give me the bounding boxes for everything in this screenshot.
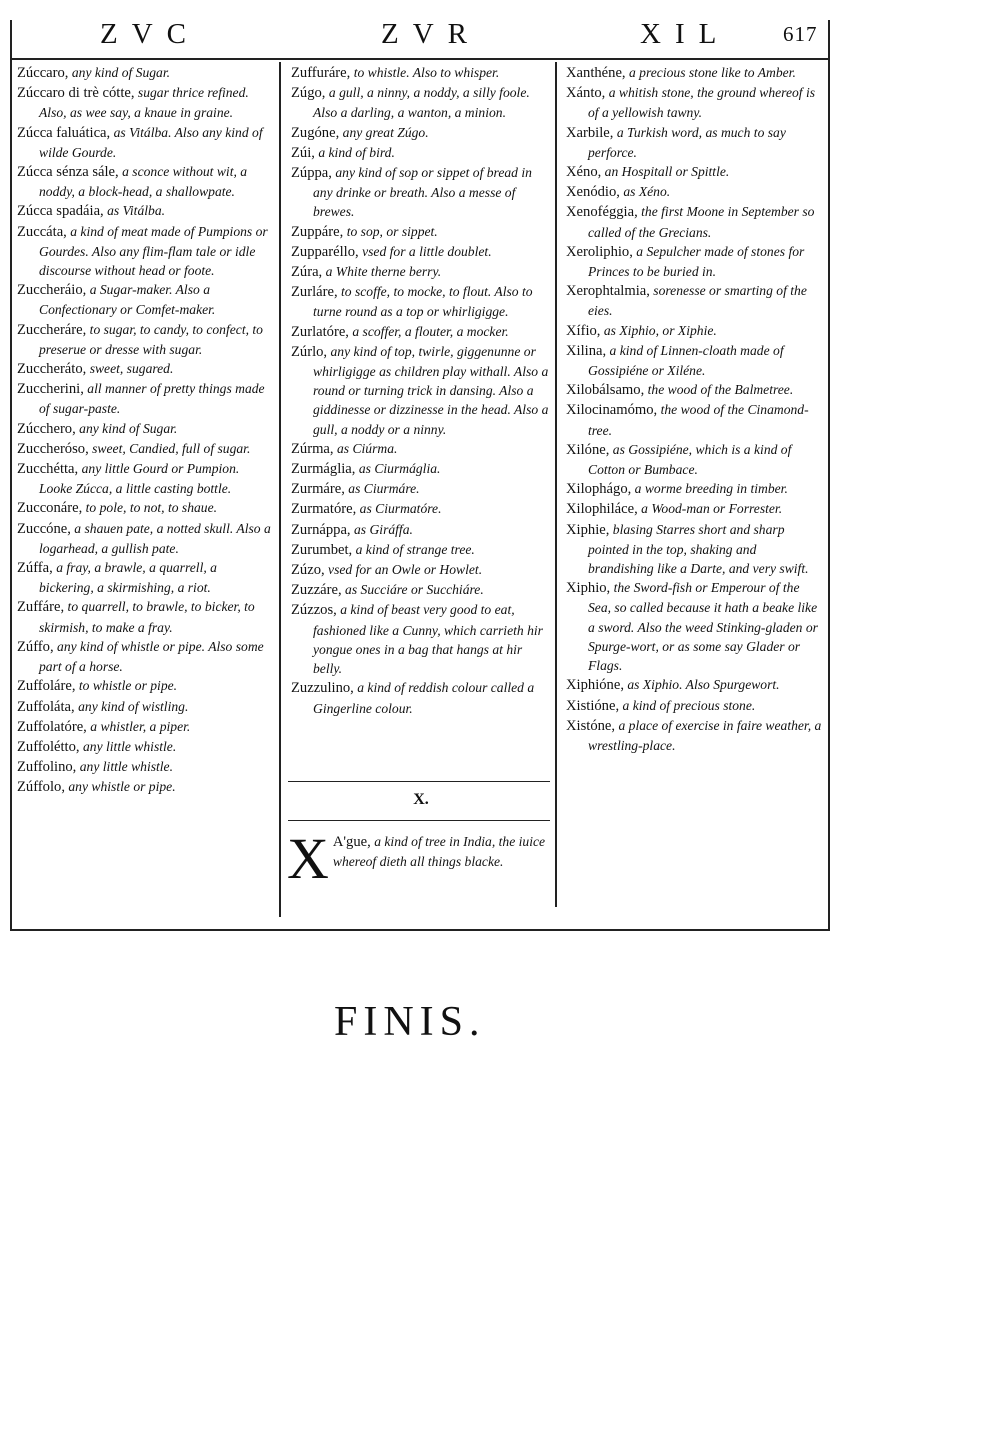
dictionary-entry [17,439,275,459]
dictionary-entry [566,321,824,341]
entry-headword: Xéno, [566,164,602,181]
entry-definition: as Giráffa. [353,521,413,537]
column-zvc [17,63,275,798]
drop-cap: X [287,826,329,891]
entry-definition: sugar thrice refined. Also, as wee say, a knaue in graine. [39,85,249,121]
dictionary-entry [17,757,275,777]
finis: FINIS. [334,999,486,1045]
entry-headword: Xilocinamómo, [566,402,658,419]
entry-headword: Zurlatóre, [291,323,349,340]
entry-headword: Zúcca spadáia, [17,203,104,220]
dictionary-entry [291,520,551,540]
dictionary-entry [17,123,275,162]
entry-headword: Zuffoláre, [17,678,76,695]
dictionary-entry [566,400,824,439]
entry-headword: Xilóne, [566,441,610,458]
dictionary-entry [291,123,551,143]
entry-definition: any kind of top, twirle, giggenunne or whirligigge as children play withall. Also a round or turning trick in dansing. Also a giddinesse or dizzinesse in the head. Also a gull, a noddy or a ninny. [313,343,549,437]
dictionary-entry [17,637,275,676]
entry-definition: the Sword-fish or Emperour of the Sea, so called because it hath a beake like a sword. Also the weed Stinking-gladen or Spurge-wort, or as some say Glader or Flags. [588,580,818,674]
entry-definition: any kind of Sugar. [79,420,178,436]
dictionary-entry [291,560,551,580]
entry-definition: vsed for an Owle or Howlet. [328,562,483,578]
entry-definition: a Wood-man or Forrester. [641,501,783,517]
entry-headword: Zúccaro, [17,65,69,81]
dictionary-entry [291,282,551,321]
entry-definition: a kind of Linnen-cloath made of Gossipiéne or Xiléne. [588,342,784,379]
entry-definition: a Sugar-maker. Also a Confectionary or Comfet-maker. [39,282,216,318]
entry-definition: to sugar, to candy, to confect, to preserue or dresse with sugar. [39,321,263,357]
entry-definition: a whistler, a piper. [90,718,191,734]
entry-headword: Zuccóne, [17,520,71,537]
entry-definition: an Hospitall or Spittle. [604,164,730,180]
column-xil [566,63,824,755]
entry-definition: as Ciúrma. [336,440,398,456]
dictionary-entry [291,342,551,439]
entry-headword: Xánto, [566,85,606,102]
outer-rule-right [828,20,830,930]
entry-headword: Zugóne, [291,124,340,141]
dictionary-entry [17,519,275,558]
x-entry-definition: a kind of tree in India, the iuice whereof dieth all things blacke. [332,834,546,870]
entry-definition: a White therne berry. [325,264,442,280]
entry-headword: Xerophtalmia, [566,283,650,300]
x-entry [287,826,549,891]
entry-definition: to sop, or sippet. [346,223,438,239]
dictionary-entry [17,201,275,221]
entry-headword: Zuccherini, [17,381,84,398]
entry-headword: Zuccheróso, [17,440,89,457]
dictionary-entry [566,440,824,479]
column-rule-2 [555,62,557,907]
dictionary-entry [17,737,275,757]
dictionary-entry [17,777,275,797]
entry-definition: a kind of reddish colour called a Gingerline colour. [313,680,535,716]
dictionary-entry [17,717,275,737]
entry-headword: Xiphio, [566,580,611,597]
dictionary-entry [17,676,275,696]
entry-headword: Zuccheráio, [17,282,87,299]
entry-headword: Zucconáre, [17,500,83,517]
entry-headword: Zurmáglia, [291,461,356,478]
entry-definition: to whistle or pipe. [78,678,178,694]
dictionary-entry [566,696,824,716]
dictionary-entry [291,222,551,242]
entry-definition: a shauen pate, a notted skull. Also a logarhead, a gullish pate. [39,520,271,556]
entry-definition: sweet, sugared. [89,361,174,377]
entry-definition: a scoffer, a flouter, a mocker. [352,323,509,339]
entry-definition: a gull, a ninny, a noddy, a silly foole. Also a darling, a wanton, a minion. [313,85,530,121]
entry-headword: Zurumbet, [291,541,353,558]
entry-definition: to pole, to not, to shaue. [85,500,218,516]
entry-definition: the wood of the Cinamond-tree. [588,402,809,438]
dictionary-entry [566,341,824,380]
dictionary-entry [17,63,275,83]
entry-headword: Xenódio, [566,184,620,201]
entry-definition: to scoffe, to mocke, to flout. Also to turne round as a top or whirligigge. [313,284,533,320]
dictionary-entry [566,578,824,675]
dictionary-entry [17,498,275,518]
entry-definition: vsed for a little doublet. [362,243,492,259]
entry-headword: Zúcchero, [17,420,76,437]
dictionary-entry [566,380,824,400]
entry-definition: a precious stone like to Amber. [628,65,796,80]
entry-headword: Zuzzáre, [291,582,342,599]
dictionary-entry [291,459,551,479]
entry-definition: a kind of beast very good to eat, fashioned like a Cunny, which carrieth hir yongue ones in a bag that hangs at hir belly. [313,602,543,677]
entry-headword: Xilobálsamo, [566,382,645,399]
dictionary-entry [17,320,275,359]
entry-headword: Zúrma, [291,440,334,457]
entry-headword: Xífio, [566,322,601,339]
entry-definition: any kind of wistling. [78,698,189,714]
entry-headword: Xiphie, [566,521,610,538]
entry-definition: a kind of precious stone. [622,697,756,713]
dictionary-entry [291,262,551,282]
entry-definition: any little whistle. [79,759,173,775]
entry-headword: Zuffolino, [17,759,77,776]
outer-rule-left [10,20,12,930]
page-number: 617 [783,22,818,46]
entry-headword: Zuccheráre, [17,321,87,338]
dictionary-entry [17,459,275,498]
entry-definition: as Xéno. [623,184,671,200]
dictionary-entry [291,499,551,519]
header-rule [10,58,830,60]
entry-headword: Zuffolatóre, [17,718,87,735]
dictionary-entry [566,479,824,499]
entry-headword: Zúcca faluática, [17,124,111,141]
entry-headword: Zúffa, [17,560,53,577]
dictionary-entry [291,439,551,459]
dictionary-entry [17,597,275,636]
dictionary-entry [291,600,551,678]
dictionary-entry [17,419,275,439]
entry-headword: Zurláre, [291,284,338,301]
entry-headword: Zúffo, [17,638,54,655]
dictionary-entry [566,716,824,755]
x-entry-headword: A'gue, [332,834,371,850]
entry-headword: Zuffáre, [17,599,65,616]
dictionary-entry [291,540,551,560]
entry-definition: blasing Starres short and sharp pointed in the top, shaking and brandishing like a Darte, and very swift. [588,521,809,577]
entry-definition: sweet, Candied, full of sugar. [92,440,251,456]
header-middle: ZVR [381,18,481,50]
entry-headword: Xistióne, [566,697,620,714]
column-rule-1 [279,62,281,917]
entry-definition: as Vitálba. [107,203,166,219]
dictionary-entry [17,83,275,122]
dictionary-entry [566,63,824,83]
entry-headword: Zuppáre, [291,223,344,240]
dictionary-entry [291,678,551,717]
dictionary-entry [291,580,551,600]
entry-definition: any little whistle. [82,738,177,754]
entry-definition: to whistle. Also to whisper. [353,65,500,80]
section-rule-bottom [288,820,550,821]
entry-definition: a Turkish word, as much to say perforce. [588,124,786,160]
entry-definition: as Ciurmáglia. [358,461,441,477]
entry-headword: Zurmatóre, [291,501,357,518]
entry-headword: Zúgo, [291,85,326,102]
entry-definition: to quarrell, to brawle, to bicker, to skirmish, to make a fray. [39,599,255,635]
dictionary-entry [566,520,824,579]
entry-headword: Zúffolo, [17,779,65,796]
dictionary-entry [291,322,551,342]
dictionary-entry [566,162,824,182]
entry-headword: Zúrlo, [291,343,328,360]
entry-definition: as Vitálba. Also any kind of wilde Gourde. [39,124,263,160]
entry-definition: any kind of whistle or pipe. Also some part of a horse. [39,638,264,675]
entry-headword: Zúi, [291,144,315,161]
entry-headword: Zuffuráre, [291,65,351,81]
entry-headword: Xilophiláce, [566,501,638,518]
dictionary-entry [291,83,551,122]
dictionary-entry [291,242,551,262]
entry-headword: Xarbile, [566,124,614,141]
entry-headword: Zuccáta, [17,223,67,240]
dictionary-entry [17,359,275,379]
dictionary-entry [566,123,824,162]
entry-headword: Zúppa, [291,165,332,182]
entry-headword: Zurnáppa, [291,521,351,538]
dictionary-entry [17,222,275,281]
footer-rule [10,929,830,931]
entry-definition: as Succiáre or Succhiáre. [345,582,484,598]
entry-definition: the wood of the Balmetree. [647,382,794,398]
entry-headword: Xenoféggia, [566,204,638,221]
entry-headword: Xilina, [566,342,607,359]
entry-definition: any great Zúgo. [342,124,429,140]
entry-headword: Xistóne, [566,717,616,734]
entry-definition: any little Gourd or Pumpion. Looke Zúcca, a little casting bottle. [39,461,240,497]
entry-headword: Zupparéllo, [291,243,359,260]
entry-headword: Zucchétta, [17,461,79,478]
entry-definition: a worme breeding in timber. [634,481,788,497]
entry-headword: Zuffolétto, [17,738,80,755]
dictionary-entry [17,280,275,319]
entry-headword: Xilophágo, [566,481,632,498]
dictionary-entry [291,63,551,83]
entry-definition: all manner of pretty things made of sugar-paste. [39,381,265,417]
entry-definition: any kind of Sugar. [71,65,171,80]
dictionary-entry [291,143,551,163]
dictionary-entry [566,499,824,519]
entry-headword: Zuccheráto, [17,361,87,378]
entry-definition: the first Moone in September so called of the Grecians. [588,204,815,240]
dictionary-entry [566,675,824,695]
entry-definition: as Ciurmáre. [348,481,420,497]
dictionary-entry [17,558,275,597]
section-rule-top [288,781,550,782]
section-heading-x: X. [413,791,429,808]
entry-definition: as Xiphio, or Xiphie. [603,322,717,338]
entry-headword: Zuzzulino, [291,680,354,697]
entry-headword: Zúzzos, [291,602,337,619]
dictionary-entry [17,379,275,418]
entry-definition: any kind of sop or sippet of bread in any drinke or breath. Also a messe of brewes. [313,165,532,220]
entry-headword: Zurmáre, [291,481,345,498]
dictionary-entry [291,163,551,222]
entry-headword: Xiphióne, [566,677,624,694]
dictionary-entry [291,479,551,499]
entry-definition: a fray, a brawle, a quarrell, a bickering, a skirmishing, a riot. [39,560,217,596]
entry-definition: as Gossipiéne, which is a kind of Cotton or Bumbace. [588,441,792,478]
entry-definition: a sconce without wit, a noddy, a block-head, a shallowpate. [39,164,248,200]
entry-definition: a kind of meat made of Pumpions or Gourdes. Also any flim-flam tale or idle discourse without head or foote. [39,223,268,279]
header-left: ZVC [100,18,200,50]
entry-headword: Zúzo, [291,562,325,579]
entry-definition: a place of exercise in faire weather, a wrestling-place. [588,717,822,753]
entry-definition: a whitish stone, the ground whereof is of a yellowish tawny. [588,85,816,121]
entry-headword: Xeroliphio, [566,243,633,260]
entry-definition: sorenesse or smarting of the eies. [588,283,807,319]
entry-definition: a Sepulcher made of stones for Princes to be buried in. [588,243,805,280]
entry-headword: Zúcca sénza sále, [17,164,119,181]
entry-definition: a kind of strange tree. [355,541,475,557]
header-right: XIL [640,18,731,50]
entry-headword: Zúra, [291,264,323,281]
entry-definition: as Xiphio. Also Spurgewort. [627,677,780,693]
entry-definition: as Ciurmatóre. [359,501,442,517]
dictionary-entry [566,83,824,122]
entry-headword: Xanthéne, [566,65,626,81]
dictionary-entry [566,202,824,241]
entry-definition: a kind of bird. [318,144,395,160]
entry-headword: Zúccaro di trè cótte, [17,85,135,102]
dictionary-entry [566,242,824,281]
dictionary-entry [17,697,275,717]
dictionary-entry [566,182,824,202]
dictionary-entry [17,162,275,201]
entry-definition: any whistle or pipe. [68,779,176,795]
dictionary-entry [566,281,824,320]
column-zvr [291,63,551,718]
entry-headword: Zuffoláta, [17,698,75,715]
